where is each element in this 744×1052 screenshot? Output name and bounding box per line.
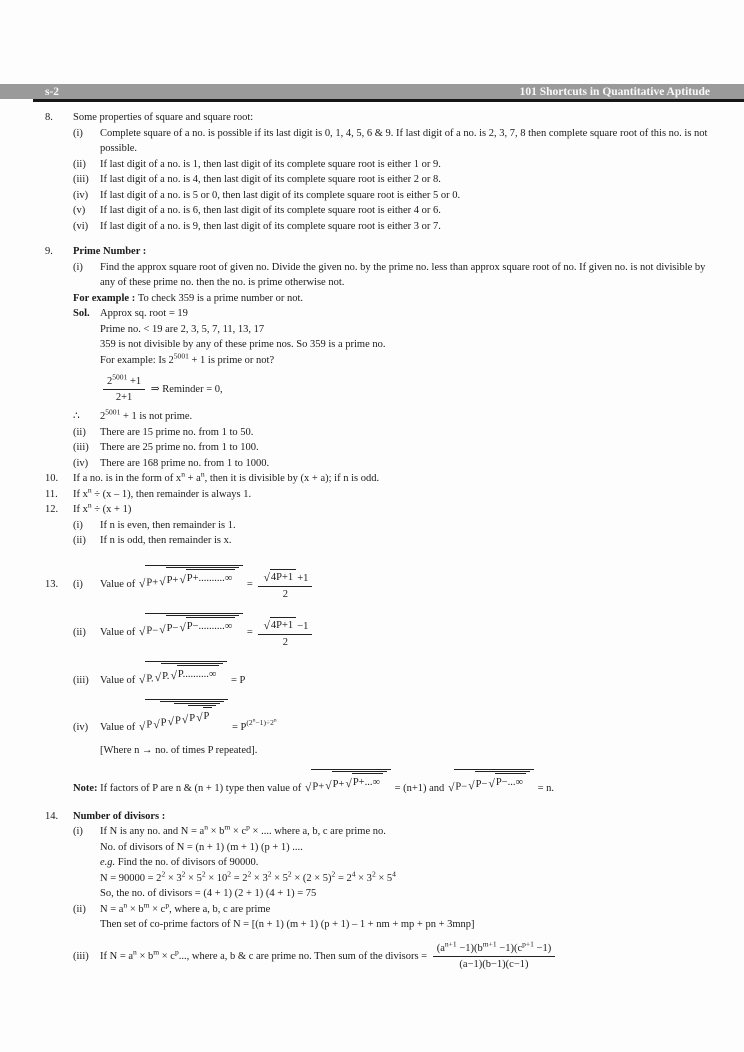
item-label: (i) — [73, 519, 83, 531]
item-label: (iv) — [73, 189, 89, 201]
content-line — [45, 840, 719, 856]
content-line — [45, 824, 719, 840]
radical — [468, 771, 530, 793]
radical-sign-icon: √ — [138, 577, 146, 591]
radical — [345, 773, 383, 791]
radicand: P+ √ P+...∞ — [332, 771, 387, 793]
content-line — [45, 661, 719, 689]
item-label: (iv) — [73, 457, 89, 469]
content-line — [45, 487, 719, 503]
radicand: P− √ P− √ P−...∞ — [454, 769, 534, 795]
superscript: 2 — [287, 869, 292, 879]
content-line — [45, 188, 719, 204]
radical-sign-icon: √ — [153, 717, 160, 731]
radical — [139, 613, 243, 639]
radicand: P — [203, 707, 213, 725]
line-text: $N = 90000 = 2^2 \times 3^2 \times 5^2 \times 10^2 = 2^2 \times 3^2 \times 5^2 \times (2 \times 5)^2 = 2^4 \times 3^2 \times 5^4$ — [100, 869, 396, 884]
superscript: n — [252, 717, 256, 724]
content-line — [45, 855, 719, 871]
radical-sign-icon: √ — [196, 711, 203, 725]
item-label: (i) — [73, 826, 83, 838]
radicand: P+ √ P+ √ P+...∞ — [311, 769, 391, 795]
content-line — [45, 502, 719, 518]
line-text: $N = a^n \times b^m \times c^p$, where a, b, c are prime — [100, 900, 271, 915]
radicand: 4P+1 — [270, 617, 296, 632]
item-number: 8. — [45, 112, 53, 123]
line-text: If last digit of a no. is 6, then last digit of its complete square root is either 4 or 6. — [100, 205, 441, 216]
radical — [488, 773, 526, 791]
superscript: p+1 — [522, 939, 534, 949]
radicand: P−...∞ — [495, 773, 526, 791]
content-line — [45, 456, 719, 472]
item-label: (iv) — [73, 721, 89, 733]
line-text: Prime no. < 19 are 2, 3, 5, 7, 11, 13, 17 — [100, 323, 265, 335]
superscript: p — [174, 947, 179, 957]
content-line — [45, 809, 719, 825]
numerator: √ 4P+1 −1 — [258, 617, 312, 635]
page-header — [0, 84, 744, 99]
line-text: So, the no. of divisors = (4 + 1) (2 + 1) (4 + 1) = 75 — [100, 888, 317, 900]
item-label: (vi) — [73, 220, 89, 232]
radicand: P √ P √ P √ P — [160, 701, 225, 731]
bold-text: Sol. — [73, 308, 90, 319]
radical — [139, 699, 228, 733]
item-label: (ii) — [73, 158, 86, 170]
content-line — [45, 518, 719, 534]
radical-sign-icon: √ — [468, 778, 475, 792]
superscript: n — [200, 469, 205, 479]
radical — [263, 617, 296, 632]
line-text — [73, 246, 146, 257]
denominator: 2+1 — [115, 392, 133, 404]
superscript: 4 — [392, 869, 396, 879]
content-line — [45, 871, 719, 887]
radical — [170, 665, 219, 683]
radical — [179, 569, 235, 587]
radical — [325, 771, 387, 793]
radicand: P √ P — [188, 705, 216, 727]
radicand: P+..........∞ — [186, 569, 236, 587]
fraction — [103, 372, 145, 404]
item-label: (iii) — [73, 442, 89, 454]
radicand: 4P+1 — [270, 569, 296, 584]
content-line — [45, 565, 719, 601]
content-line — [45, 353, 719, 369]
radical — [139, 661, 227, 687]
radical-sign-icon: √ — [138, 673, 146, 687]
radical — [305, 769, 391, 795]
radical — [448, 769, 534, 795]
content-line — [45, 322, 719, 338]
radical-sign-icon: √ — [304, 781, 312, 795]
radical-sign-icon: √ — [138, 625, 146, 639]
content-line — [45, 157, 719, 173]
content-line — [45, 902, 719, 918]
item-label: (i) — [73, 261, 83, 273]
radical — [182, 705, 217, 727]
item-number: 9. — [45, 246, 53, 257]
denominator: 2 — [282, 636, 289, 648]
line-text: Value of √ P. √ P. √ P..........∞ = P — [100, 675, 245, 686]
denominator: (a−1)(b−1)(c−1) — [459, 958, 529, 970]
line-text: If $x^n \div (x - 1)$, then remainder is always 1. — [73, 485, 252, 500]
line-text: Then set of co-prime factors of N = [(n + 1) (m + 1) (p + 1) – 1 + nm + mp + pn + 3mnp] — [100, 919, 475, 931]
numerator: $(a^{n+1} -1)(b^{m+1} -1)(c^{p+1} -1)$ — [433, 942, 556, 957]
item-label: (ii) — [73, 627, 86, 639]
item-label: (iii) — [73, 675, 89, 687]
superscript: m — [153, 947, 160, 957]
line-text: If n is even, then remainder is 1. — [100, 519, 236, 531]
content-line — [45, 372, 719, 404]
line-text: If $N = a^n \times b^m \times c^p$..., where a, b & c are prime no. Then sum of the divisors = $\frac{(a^{n+1} -1)(b^{m+1} -1)(c^{p+1} -1)}{(a-1)(b-1)(c-1)}$ — [100, 951, 558, 962]
content-line — [45, 126, 719, 157]
content-lines — [0, 102, 744, 971]
superscript: 4 — [351, 869, 356, 879]
radical — [263, 569, 296, 584]
radicand: P− √ P−...∞ — [475, 771, 530, 793]
radical-sign-icon: √ — [263, 570, 270, 584]
line-text: For example : To check 359 is a prime number or not. — [73, 292, 304, 304]
line-text: Value of √ P+ √ P+ √ P+..........∞ = √ 4P+1 +1 2 — [100, 579, 315, 590]
superscript: 2 — [181, 869, 186, 879]
line-text: Value of √ P √ P √ P √ P √ P = $P^{(2^n-1)\div 2^n}$ — [100, 722, 277, 733]
superscript: 2 — [227, 869, 232, 879]
content-line — [45, 172, 719, 188]
content-line — [45, 743, 719, 759]
superscript: p — [246, 822, 250, 832]
item-number: 14. — [45, 810, 59, 822]
radicand: P..........∞ — [177, 665, 219, 683]
book-title: 101 Shortcuts in Quantitative Aptitude — [519, 85, 710, 98]
line-text: Some properties of square and square root: — [73, 112, 254, 123]
superscript: 5001 — [173, 351, 189, 360]
superscript: n — [87, 485, 92, 495]
superscript: 2 — [161, 869, 166, 879]
radicand: P. √ P. √ P..........∞ — [145, 661, 227, 687]
radical-sign-icon: √ — [181, 713, 189, 727]
line-text: If last digit of a no. is 4, then last digit of its complete square root is either 2 or 8. — [100, 174, 441, 185]
superscript: 5001 — [112, 372, 128, 382]
item-number: 12. — [45, 504, 59, 516]
bold-text: For example : — [73, 292, 138, 304]
italic-text: e.g. — [100, 857, 116, 869]
item-number: 10. — [45, 473, 59, 485]
item-label: (ii) — [73, 903, 86, 915]
fraction — [258, 617, 312, 649]
content-line — [45, 409, 719, 425]
item-label — [73, 306, 100, 322]
content-line — [45, 533, 719, 549]
radical-sign-icon: √ — [159, 623, 166, 637]
superscript: 2 — [331, 869, 336, 879]
superscript: 2 — [201, 869, 206, 879]
superscript: n — [273, 717, 277, 724]
radical-sign-icon: √ — [170, 669, 177, 683]
superscript: 2 — [371, 869, 376, 879]
line-text: There are 15 prime no. from 1 to 50. — [100, 426, 254, 438]
radicand: P √ P √ P — [174, 703, 220, 729]
bold-text: Prime Number : — [73, 246, 147, 257]
content-line — [45, 203, 719, 219]
radicand: P+ √ P+ √ P+..........∞ — [145, 565, 243, 591]
superscript: n+1 — [444, 939, 457, 949]
radical — [159, 567, 239, 589]
content-line — [45, 769, 719, 797]
superscript: p — [165, 900, 170, 910]
radical-sign-icon: √ — [488, 776, 495, 790]
line-text: Value of √ P− √ P− √ P−..........∞ = √ 4P+1 −1 2 — [100, 627, 315, 638]
radical-sign-icon: √ — [325, 778, 332, 792]
content-line — [45, 425, 719, 441]
radical — [155, 663, 224, 685]
radical-sign-icon: √ — [138, 719, 146, 733]
superscript: 5001 — [105, 407, 121, 417]
content-line — [45, 219, 719, 235]
fraction — [433, 939, 556, 971]
line-text: If last digit of a no. is 1, then last digit of its complete square root is either 1 or 9. — [100, 158, 441, 170]
radicand: P. √ P..........∞ — [161, 663, 223, 685]
content-line — [45, 699, 719, 735]
superscript: n — [204, 822, 208, 832]
fraction — [258, 569, 312, 601]
line-text: [Where n → no. of times P repeated]. — [100, 745, 258, 757]
line-text: For example: Is $2^{5001} + 1$ is prime or not? — [100, 351, 275, 366]
line-text: If n is odd, then remainder is x. — [100, 535, 232, 547]
content-line — [45, 471, 719, 487]
radical-sign-icon: √ — [179, 572, 186, 586]
superscript: 2 — [247, 869, 252, 879]
item-label: (iii) — [73, 174, 89, 185]
line-text: Complete square of a no. is possible if its last digit is 0, 1, 4, 5, 6 & 9. If last digit of a no. is 2, 3, 7, 8 then complete square root of this no. is not possible. — [100, 127, 708, 154]
radicand: P+ √ P+..........∞ — [166, 567, 240, 589]
superscript: 2 — [267, 869, 272, 879]
item-label: ∴ — [73, 411, 80, 423]
item-label: (v) — [73, 205, 86, 216]
superscript: (2n−1)÷2n — [246, 717, 277, 728]
item-label: (i) — [73, 127, 83, 139]
item-label: (iii) — [73, 950, 89, 962]
line-text: If N is any no. and $N = a^n \times b^m \times c^p$ × .... where a, b, c are prime no. — [100, 822, 386, 838]
radical-sign-icon: √ — [345, 776, 352, 790]
numerator: √ 4P+1 +1 — [258, 569, 312, 587]
radical — [196, 707, 212, 725]
superscript: n — [123, 900, 128, 910]
item-number: 13. — [45, 579, 59, 591]
line-text: Find the approx square root of given no. Divide the given no. by the prime no. less than approx square root of no. If given no. is not divisible by any of these prime no. then the no. is prime otherwise not. — [100, 261, 706, 288]
denominator: 2 — [282, 588, 289, 600]
line-text: If last digit of a no. is 5 or 0, then last digit of its complete square root is either 5 or 0. — [100, 189, 461, 201]
radical-sign-icon: √ — [179, 620, 186, 634]
line-text: If $x^n \div (x + 1)$ — [73, 500, 132, 516]
line-text: No. of divisors of N = (n + 1) (m + 1) (p + 1) .... — [100, 841, 303, 853]
radical — [179, 617, 235, 635]
item-number: 11. — [45, 488, 58, 500]
radical-sign-icon: √ — [263, 618, 270, 632]
content-line — [45, 440, 719, 456]
content-line — [45, 917, 719, 933]
line-text: If a no. is in the form of $x^n + a^n$, then it is divisible by (x + a); if n is odd. — [73, 469, 380, 485]
top-margin — [0, 0, 744, 84]
content-line — [45, 306, 719, 322]
line-text: $\frac{2^{5001} +1}{2+1}$ ⇒ Reminder = 0, — [100, 384, 223, 395]
bold-text: Number of divisors : — [73, 810, 166, 822]
radical — [139, 565, 243, 591]
superscript: m — [143, 900, 150, 910]
line-text: 359 is not divisible by any of these prime nos. So 359 is a prime no. — [100, 339, 386, 350]
item-label: (i) — [73, 579, 83, 591]
line-text: e.g. Find the no. of divisors of 90000. — [100, 857, 259, 869]
radicand: P− √ P− √ P−..........∞ — [145, 613, 243, 639]
superscript: n — [133, 947, 137, 957]
page-number: s-2 — [45, 85, 60, 98]
line-text: $2^{5001} + 1$ is not prime. — [100, 407, 193, 423]
superscript: m+1 — [482, 939, 497, 949]
content-line — [45, 291, 719, 307]
content-line — [45, 613, 719, 649]
line-text: There are 168 prime no. from 1 to 1000. — [100, 457, 270, 469]
bold-text: Note: — [73, 783, 98, 795]
line-text: Note: If factors of P are n & (n + 1) type then value of √ P+ √ P+ √ P+...∞ = (n+1) and √ P− √ P− √ P−...∞ = n. — [73, 783, 554, 794]
item-label: (ii) — [73, 426, 86, 438]
radicand: P− √ P−..........∞ — [166, 615, 240, 637]
radical-sign-icon: √ — [159, 575, 166, 589]
radical — [168, 703, 221, 729]
numerator: $2^{5001} +1$ — [103, 375, 145, 390]
superscript: n — [87, 500, 92, 510]
content-line — [45, 244, 719, 260]
radical — [153, 701, 224, 731]
line-text: There are 25 prime no. from 1 to 100. — [100, 442, 259, 454]
superscript: n — [181, 469, 185, 479]
content-line — [45, 939, 719, 971]
radical — [159, 615, 239, 637]
radical-sign-icon: √ — [167, 715, 174, 729]
content-line — [45, 337, 719, 353]
radicand: P √ P √ P √ P √ P — [145, 699, 228, 733]
content-line — [45, 260, 719, 291]
radical-sign-icon: √ — [447, 781, 455, 795]
radicand: P+...∞ — [352, 773, 383, 791]
line-text: Approx sq. root = 19 — [100, 308, 188, 319]
line-text — [73, 811, 165, 822]
radical-sign-icon: √ — [154, 671, 162, 685]
superscript: m — [224, 822, 231, 832]
item-label: (ii) — [73, 535, 86, 547]
line-text: If last digit of a no. is 9, then last digit of its complete square root is either 3 or 7. — [100, 220, 441, 232]
radicand: P−..........∞ — [186, 617, 236, 635]
content-line — [45, 110, 719, 126]
